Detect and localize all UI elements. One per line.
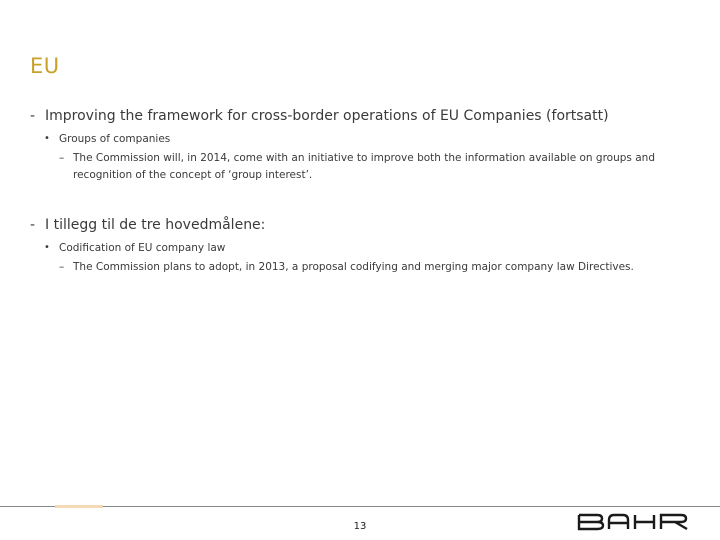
dot-bullet: • xyxy=(44,242,50,253)
dash-bullet: - xyxy=(30,217,36,233)
section-spacer xyxy=(30,184,700,216)
dot-bullet: • xyxy=(44,133,50,144)
en-dash-bullet: – xyxy=(59,152,65,164)
section-heading-text: Improving the framework for cross-border operations of EU Companies (fortsatt) xyxy=(45,108,609,124)
section-heading xyxy=(30,216,700,234)
bahr-logo xyxy=(577,513,691,531)
sub-bullet xyxy=(30,240,700,256)
footer-divider xyxy=(0,506,720,507)
dash-bullet: - xyxy=(30,108,36,124)
sub-bullet-text: Groups of companies xyxy=(59,133,171,145)
slide-content xyxy=(30,107,700,276)
sub-bullet-text: Codification of EU company law xyxy=(59,242,226,254)
en-dash-bullet: – xyxy=(59,261,65,273)
page-number: 13 xyxy=(353,521,367,532)
section-heading xyxy=(30,107,700,125)
detail-bullet-text: The Commission will, in 2014, come with an initiative to improve both the information available on groups and recognition of the concept of ‘group interest’. xyxy=(73,152,655,181)
slide-title: EU xyxy=(30,54,60,78)
detail-bullet xyxy=(30,150,683,184)
footer-accent-bar xyxy=(55,505,103,508)
detail-bullet xyxy=(30,259,683,276)
detail-bullet-text: The Commission plans to adopt, in 2013, a proposal codifying and merging major company law Directives. xyxy=(73,261,634,273)
sub-bullet xyxy=(30,131,700,147)
section-heading-text: I tillegg til de tre hovedmålene: xyxy=(45,217,266,233)
